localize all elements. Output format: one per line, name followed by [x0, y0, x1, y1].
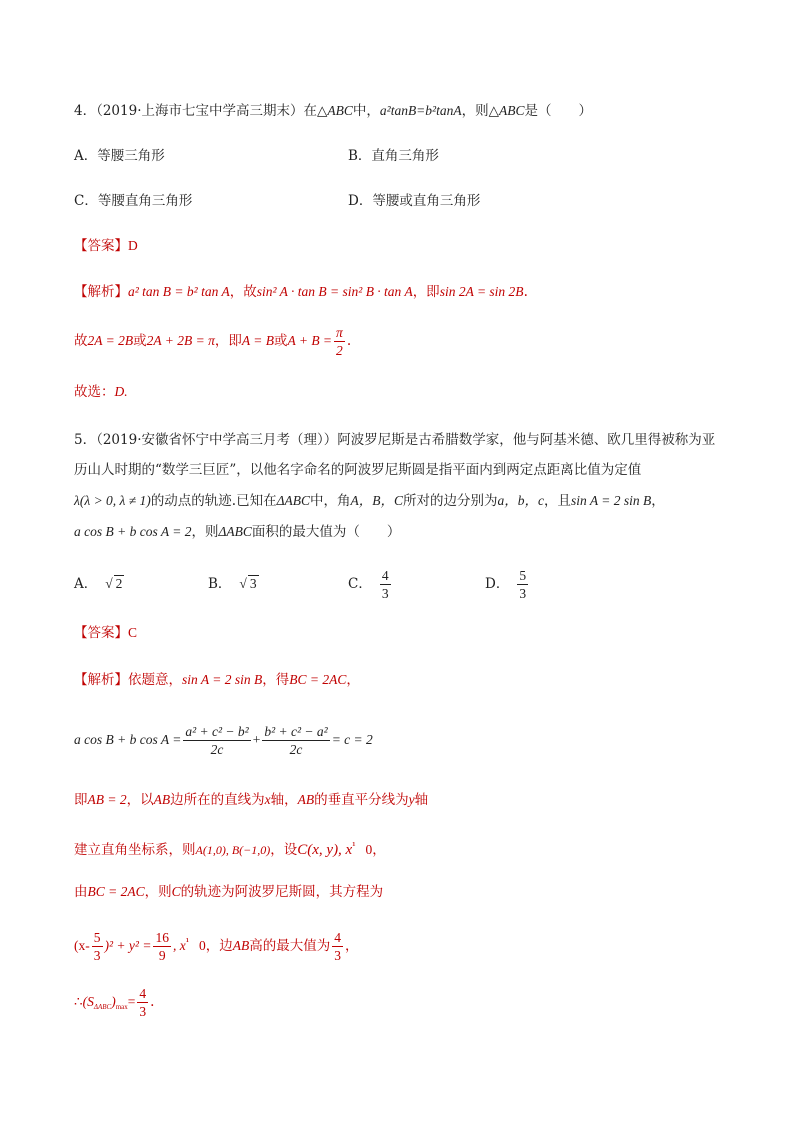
- q5-option-a: [74, 574, 124, 594]
- math-expression: A(1,0), B(−1,0): [195, 843, 271, 857]
- math-expression: λ(λ > 0, λ ≠ 1): [74, 493, 151, 508]
- analysis-text: 依题意，: [128, 672, 182, 688]
- fraction-numerator: 4: [139, 986, 147, 1001]
- stem-text: ，则: [191, 524, 219, 540]
- analysis-text: .: [523, 284, 528, 300]
- math-expression: ): [111, 994, 116, 1009]
- stem-text: 所对的边分别为: [403, 493, 498, 509]
- fraction-denominator: 3: [381, 586, 389, 601]
- q4-stem-text: ，则△: [461, 103, 499, 119]
- option-label: D．: [485, 576, 510, 592]
- q5-answer: [74, 623, 734, 643]
- q5-analysis-line6: [74, 920, 734, 968]
- fraction-denominator: 3: [139, 1004, 147, 1019]
- q4-triangle: ABC: [498, 103, 525, 118]
- q4-analysis-line1: [74, 282, 734, 302]
- fraction-numerator: 5: [93, 930, 101, 945]
- fraction: [262, 723, 329, 758]
- analysis-text: 轴: [414, 792, 429, 808]
- fraction-denominator: 3: [519, 586, 527, 601]
- option-label: B．: [208, 576, 232, 592]
- q5-stem-line2: 历山人时期的“数学三巨匠”，以他名字命名的阿波罗尼斯圆是指平面内到两定点距离比值为定值: [74, 462, 642, 478]
- answer-value: D: [128, 238, 138, 253]
- answer-label: 【答案】: [74, 238, 128, 254]
- analysis-text: 由: [74, 884, 88, 900]
- q4-option-a: A．等腰三角形: [74, 148, 165, 164]
- analysis-text: 高的最大值为: [249, 938, 331, 954]
- q4-analysis-line2: [74, 322, 734, 360]
- math-expression: C: [171, 884, 181, 899]
- stem-text: 的动点的轨迹.已知在: [150, 493, 277, 509]
- analysis-label: 【解析】: [74, 672, 128, 688]
- fraction-numerator: π: [336, 325, 343, 340]
- math-symbol: ¹: [352, 840, 356, 852]
- fraction: [380, 567, 391, 602]
- analysis-text: ，故: [229, 284, 257, 300]
- therefore-symbol: ∴: [74, 994, 83, 1009]
- fraction-numerator: 5: [519, 568, 527, 583]
- q4-choose: [74, 382, 734, 402]
- math-expression: ΔABC: [276, 493, 311, 508]
- analysis-text: ，边: [205, 938, 233, 954]
- math-expression: C(x, y), x: [297, 842, 353, 858]
- analysis-label: 【解析】: [74, 284, 128, 300]
- analysis-text: ，即: [214, 333, 242, 349]
- operator: +: [252, 732, 261, 747]
- fraction: [137, 985, 148, 1020]
- fraction: [332, 929, 343, 964]
- fraction-denominator: 2c: [289, 742, 303, 757]
- q5-analysis-line1: [74, 670, 734, 690]
- q4-answer: [74, 236, 734, 256]
- math-expression: a² tan B = b² tan A: [128, 284, 230, 299]
- math-expression: x: [264, 792, 271, 807]
- math-expression: 0: [365, 842, 373, 857]
- fraction-denominator: 9: [158, 948, 166, 963]
- fraction-numerator: 4: [334, 930, 341, 945]
- q5-analysis-line3: [74, 790, 734, 810]
- analysis-text: ，: [372, 842, 386, 858]
- math-expression: , x: [172, 938, 186, 953]
- analysis-text: 建立直角坐标系，则: [74, 842, 196, 858]
- fraction: [517, 567, 528, 602]
- math-expression: = c = 2: [331, 732, 373, 747]
- q4-stem-text: 是（ ）: [524, 103, 592, 119]
- math-symbol: ¹: [185, 936, 189, 948]
- math-expression: sin A = 2 sin B: [182, 672, 263, 687]
- operator: =: [127, 994, 136, 1009]
- math-expression: y: [408, 792, 415, 807]
- fraction-denominator: 2: [336, 343, 343, 358]
- math-expression: BC = 2AC: [87, 884, 145, 899]
- fraction-denominator: 2c: [210, 742, 224, 757]
- analysis-text: 或: [273, 333, 288, 349]
- q5-option-c: [348, 564, 393, 604]
- choose-label: 故选：: [74, 384, 115, 400]
- option-label: C．: [348, 576, 372, 592]
- analysis-text: 的轨迹为阿波罗尼斯圆，其方程为: [180, 884, 384, 900]
- q4-number: 4．: [74, 103, 97, 119]
- math-expression: A，B，C: [350, 493, 404, 508]
- math-expression: AB: [297, 792, 315, 807]
- fraction: [183, 723, 250, 758]
- math-expression: AB: [232, 938, 250, 953]
- q5-analysis-line5: [74, 882, 734, 902]
- math-expression: ΔABC: [218, 524, 252, 539]
- math-expression: a，b，c: [497, 493, 545, 508]
- math-expression: A + B =: [287, 333, 333, 348]
- q5-option-b: [208, 574, 259, 594]
- q5-analysis-line7: [74, 980, 734, 1024]
- choose-value: D.: [114, 384, 128, 399]
- q4-stem: [74, 101, 734, 121]
- math-expression: AB: [153, 792, 171, 807]
- math-expression: 2A + 2B = π: [146, 333, 215, 348]
- q5-analysis-line2: [74, 718, 734, 762]
- fraction: [153, 929, 171, 964]
- analysis-text: ，则: [144, 884, 172, 900]
- math-expression: BC = 2AC: [289, 672, 347, 687]
- math-expression: sin² A · tan B = sin² B · tan A: [256, 284, 413, 299]
- fraction-numerator: b² + c² − a²: [264, 724, 328, 739]
- option-label: A．: [74, 576, 98, 592]
- stem-text: ，且: [544, 493, 572, 509]
- analysis-text: ，设: [270, 842, 298, 858]
- stem-text: 面积的最大值为（ ）: [251, 524, 401, 540]
- math-expression: A = B: [241, 333, 274, 348]
- q4-stem-text: 在△: [303, 103, 328, 119]
- math-subscript: max: [115, 1003, 128, 1011]
- stem-text: 中，角: [310, 493, 351, 509]
- math-expression: AB = 2: [87, 792, 127, 807]
- q5-analysis-line4: [74, 836, 734, 860]
- fraction-numerator: a² + c² − b²: [185, 724, 249, 739]
- fraction-denominator: 3: [93, 948, 101, 963]
- q5-stem-line3: [74, 491, 734, 511]
- q4-option-d: D．等腰或直角三角形: [348, 193, 481, 209]
- analysis-text: 或: [133, 333, 147, 349]
- math-expression: )² + y² =: [104, 938, 152, 953]
- q5-stem-line4: [74, 522, 734, 542]
- analysis-text: 即: [74, 792, 88, 808]
- answer-value: C: [128, 625, 138, 640]
- sqrt-radicand: 3: [249, 576, 257, 591]
- math-expression: a cos B + b cos A = 2: [74, 524, 192, 539]
- math-expression: 0: [199, 938, 206, 953]
- analysis-text: 故: [74, 333, 88, 349]
- math-expression: a cos B + b cos A =: [74, 732, 182, 747]
- analysis-text: ，即: [412, 284, 440, 300]
- math-expression: sin 2A = sin 2B: [439, 284, 524, 299]
- q4-stem-text: 中，: [352, 103, 380, 119]
- q4-option-c: C．等腰直角三角形: [74, 193, 193, 209]
- analysis-text: ，: [346, 672, 360, 688]
- fraction: [92, 929, 103, 964]
- fraction-numerator: 16: [155, 930, 169, 945]
- math-expression: (x-: [74, 938, 90, 953]
- analysis-text: ，: [345, 938, 359, 954]
- fraction-denominator: 3: [334, 948, 341, 963]
- math-subscript: ΔABC: [93, 1003, 112, 1011]
- analysis-text: .: [150, 994, 155, 1010]
- q4-condition: a²tanB=b²tanA: [379, 103, 462, 118]
- q4-option-b: B．直角三角形: [348, 148, 439, 164]
- q5-stem-line1: 5．（2019·安徽省怀宁中学高三月考（理））阿波罗尼斯是古希腊数学家，他与阿基米德、欧几里得被称为亚: [74, 432, 716, 448]
- q4-triangle: ABC: [327, 103, 353, 118]
- math-expression: (S: [82, 994, 94, 1009]
- math-expression: sin A = 2 sin B: [571, 493, 652, 508]
- analysis-text: 轴，: [270, 792, 298, 808]
- stem-text: ，: [651, 493, 665, 509]
- fraction-numerator: 4: [381, 568, 389, 583]
- sqrt-expression: √ 2: [105, 576, 123, 591]
- analysis-text: 的垂直平分线为: [314, 792, 409, 808]
- sqrt-expression: √ 3: [239, 576, 257, 591]
- analysis-text: ，得: [262, 672, 290, 688]
- q4-source: （2019·上海市七宝中学高三期末）: [96, 103, 304, 119]
- sqrt-radicand: 2: [115, 576, 123, 591]
- fraction: [334, 324, 345, 359]
- analysis-text: .: [346, 333, 352, 349]
- q5-option-d: [485, 564, 530, 604]
- analysis-text: 边所在的直线为: [170, 792, 265, 808]
- analysis-text: ，以: [126, 792, 154, 808]
- answer-label: 【答案】: [74, 625, 128, 641]
- math-expression: 2A = 2B: [87, 333, 134, 348]
